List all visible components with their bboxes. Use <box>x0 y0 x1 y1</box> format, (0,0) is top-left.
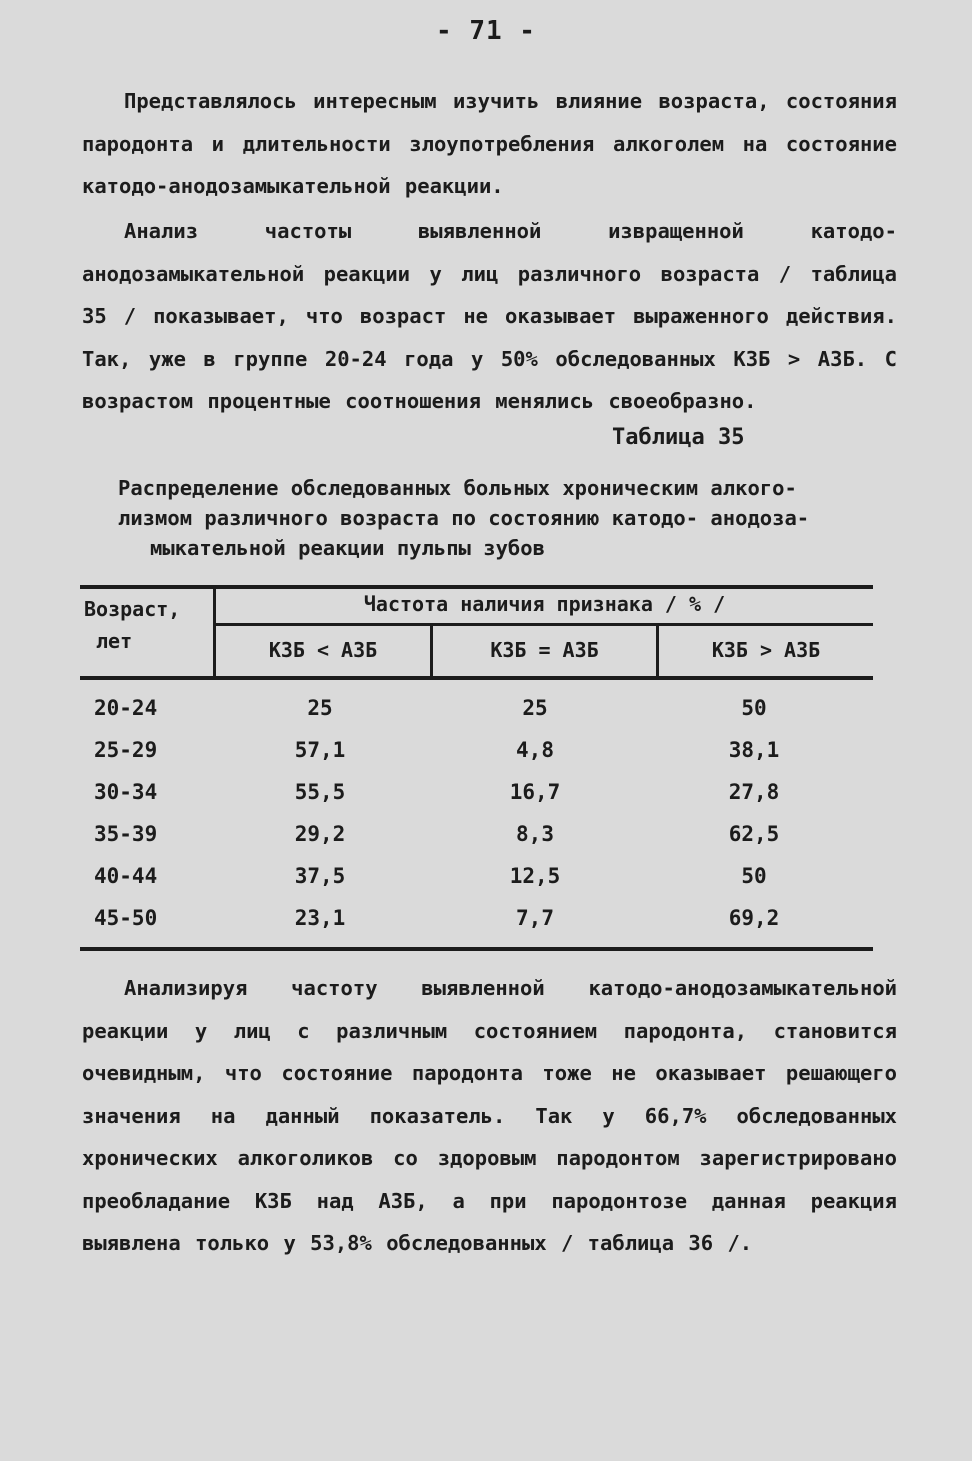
header-frequency: Частота наличия признака / % / <box>363 592 726 616</box>
table-body <box>80 688 873 940</box>
cell-greater: 50 <box>741 696 767 720</box>
cell-equal: 12,5 <box>509 864 561 888</box>
cell-less: 25 <box>307 696 333 720</box>
cell-less: 55,5 <box>294 780 346 804</box>
cell-age: 45-50 <box>94 906 158 930</box>
table-header-rule <box>80 676 873 680</box>
table-row <box>80 814 873 856</box>
cell-age: 40-44 <box>94 864 158 888</box>
cell-greater: 50 <box>741 864 767 888</box>
table-row <box>80 730 873 772</box>
table-caption <box>118 473 868 563</box>
header-col-equal: КЗБ = АЗБ <box>490 638 599 662</box>
paragraph-intro: Представлялось интересным изучить влияние возраста, состояния пародонта и длительности злоупотребления алкоголем на состояние катодо-анодозамыкательной реакции. <box>82 89 897 198</box>
table-caption-line: лизмом различного возраста по состоянию катодо- анодоза- <box>118 506 810 530</box>
header-age-unit: лет <box>96 629 133 653</box>
table-caption-line: Распределение обследованных больных хроническим алкого- <box>118 476 797 500</box>
cell-less: 23,1 <box>294 906 346 930</box>
table-row <box>80 898 873 940</box>
cell-greater: 62,5 <box>728 822 780 846</box>
table-label: Таблица 35 <box>612 425 745 450</box>
cell-greater: 27,8 <box>728 780 780 804</box>
page-number: - 71 - <box>436 16 536 46</box>
table-bottom-rule <box>80 947 873 951</box>
header-col-greater: КЗБ > АЗБ <box>711 638 821 662</box>
cell-age: 25-29 <box>94 738 158 762</box>
table-row <box>80 856 873 898</box>
cell-equal: 8,3 <box>516 822 554 846</box>
cell-less: 37,5 <box>294 864 346 888</box>
header-age: Возраст, <box>84 597 181 621</box>
table-caption-line: мыкательной реакции пульпы зубов <box>150 536 545 560</box>
cell-less: 57,1 <box>294 738 346 762</box>
paragraph-age-analysis: Анализ частоты выявленной извращенной катодо-анодозамыкательной реакции у лиц различного возраста / таблица 35 / показывает, что возраст не оказывает выраженного действия. Так, уже в группе 20-24 года у 50% обследованных КЗБ > АЗБ. С возрастом процентные соотношения менялись своеобразно. <box>82 219 897 413</box>
table-row <box>80 688 873 730</box>
cell-equal: 16,7 <box>509 780 561 804</box>
cell-age: 30-34 <box>94 780 158 804</box>
cell-age: 35-39 <box>94 822 158 846</box>
cell-greater: 69,2 <box>728 906 780 930</box>
cell-age: 20-24 <box>94 696 158 720</box>
header-col-less: КЗБ < АЗБ <box>268 638 378 662</box>
cell-equal: 4,8 <box>516 738 554 762</box>
cell-equal: 25 <box>522 696 548 720</box>
cell-equal: 7,7 <box>516 906 554 930</box>
cell-less: 29,2 <box>294 822 346 846</box>
table-header-divider <box>216 623 873 626</box>
cell-greater: 38,1 <box>728 738 780 762</box>
table-row <box>80 772 873 814</box>
paragraph-periodontium-analysis: Анализируя частоту выявленной катодо-анодозамыкательной реакции у лиц с различным состоянием пародонта, становится очевидным, что состояние пародонта тоже не оказывает решающего значения на данный показатель. Так у 66,7% обследованных хронических алкоголиков со здоровым пародонтом зарегистрировано преобладание КЗБ над АЗБ, а при пародонтозе данная реакция выявлена только у 53,8% обследованных / таблица 36 /. <box>82 976 897 1255</box>
table-top-rule <box>80 585 873 589</box>
